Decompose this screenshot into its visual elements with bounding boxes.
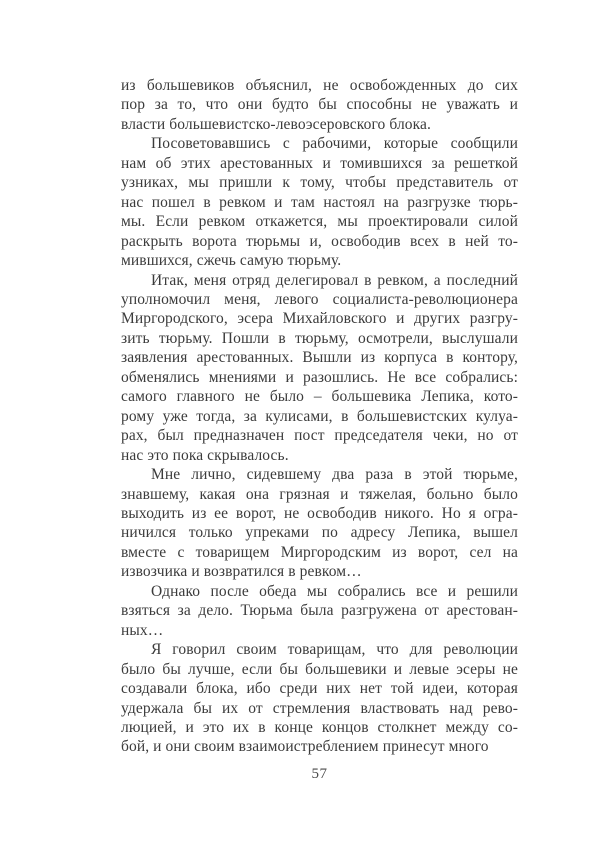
text-line: самого главного не было – большевика Лепика, кото- [121, 388, 518, 406]
text-line: пор за то, что они будто бы способны не уважать и [121, 96, 518, 114]
text-line: извозчика и возвратился в ревком… [121, 563, 362, 581]
text-block [121, 76, 518, 757]
text-line: бой, и они своим взаимоистреблением принесут много [121, 738, 489, 756]
text-line: заявления арестованных. Вышли из корпуса в контору, [121, 349, 518, 367]
text-line: Миргородского, эсера Михайловского и других разгру- [121, 310, 518, 328]
text-line: выходить из ее ворот, не освободив никого. Но я огра- [121, 504, 518, 522]
text-line: власти большевистско-левоэсеровского блока. [121, 115, 431, 133]
text-line: Однако после обеда мы собрались все и решили [151, 582, 518, 600]
text-line: мы. Если ревком откажется, мы проектировали силой [121, 213, 518, 231]
text-line: узниках, мы пришли к тому, чтобы представитель от [121, 174, 518, 192]
text-line: зить тюрьму. Пошли в тюрьму, осмотрели, выслушали [121, 329, 518, 347]
text-line: знавшему, какая она грязная и тяжелая, больно было [121, 485, 518, 503]
paragraph [121, 271, 518, 466]
paragraph [121, 640, 518, 757]
text-line: уполномочил меня, левого социалиста-революционера [121, 290, 518, 308]
text-line: мившихся, сжечь самую тюрьму. [121, 252, 342, 270]
text-line: создавали блока, ибо среди них нет той идеи, которая [121, 680, 518, 698]
paragraph [121, 134, 518, 270]
text-line: вместе с товарищем Миргородским из ворот, сел на [121, 543, 518, 561]
text-line: Посоветовавшись с рабочими, которые сообщили [151, 135, 518, 153]
text-line: нас пошел в ревком и там настоял на разгрузке тюрь- [121, 193, 518, 211]
text-line: рому уже тогда, за кулисами, в большевистских кулуа- [121, 407, 518, 425]
text-line: нам об этих арестованных и томившихся за решеткой [121, 154, 518, 172]
text-line: ничился только упреками по адресу Лепика, вышел [121, 524, 518, 542]
text-line: взяться за дело. Тюрьма была разгружена от арестован- [121, 602, 518, 620]
text-line: обменялись мнениями и разошлись. Не все собрались: [121, 368, 518, 386]
text-line: было бы лучше, если бы большевики и левые эсеры не [121, 660, 518, 678]
text-line: рах, был предназначен пост председателя чеки, но от [121, 427, 518, 445]
text-line: Итак, меня отряд делегировал в ревком, а последний [151, 271, 518, 289]
text-line: удержала бы их от стремления властвовать над рево- [121, 699, 518, 717]
paragraph [121, 582, 518, 640]
text-line: люцией, и это их в конце концов столкнет между со- [121, 718, 518, 736]
text-line: раскрыть ворота тюрьмы и, освободив всех в ней то- [121, 232, 518, 250]
text-line: нас это пока скрывалось. [121, 446, 289, 464]
text-line: Я говорил своим товарищам, что для революции [151, 641, 518, 659]
text-line: из большевиков объяснил, не освобожденных до сих [121, 77, 518, 94]
text-line: ных… [121, 621, 164, 639]
text-line: Мне лично, сидевшему два раза в этой тюрьме, [151, 466, 518, 484]
paragraph [121, 465, 518, 582]
paragraph [121, 76, 518, 134]
page-number: 57 [311, 766, 328, 782]
